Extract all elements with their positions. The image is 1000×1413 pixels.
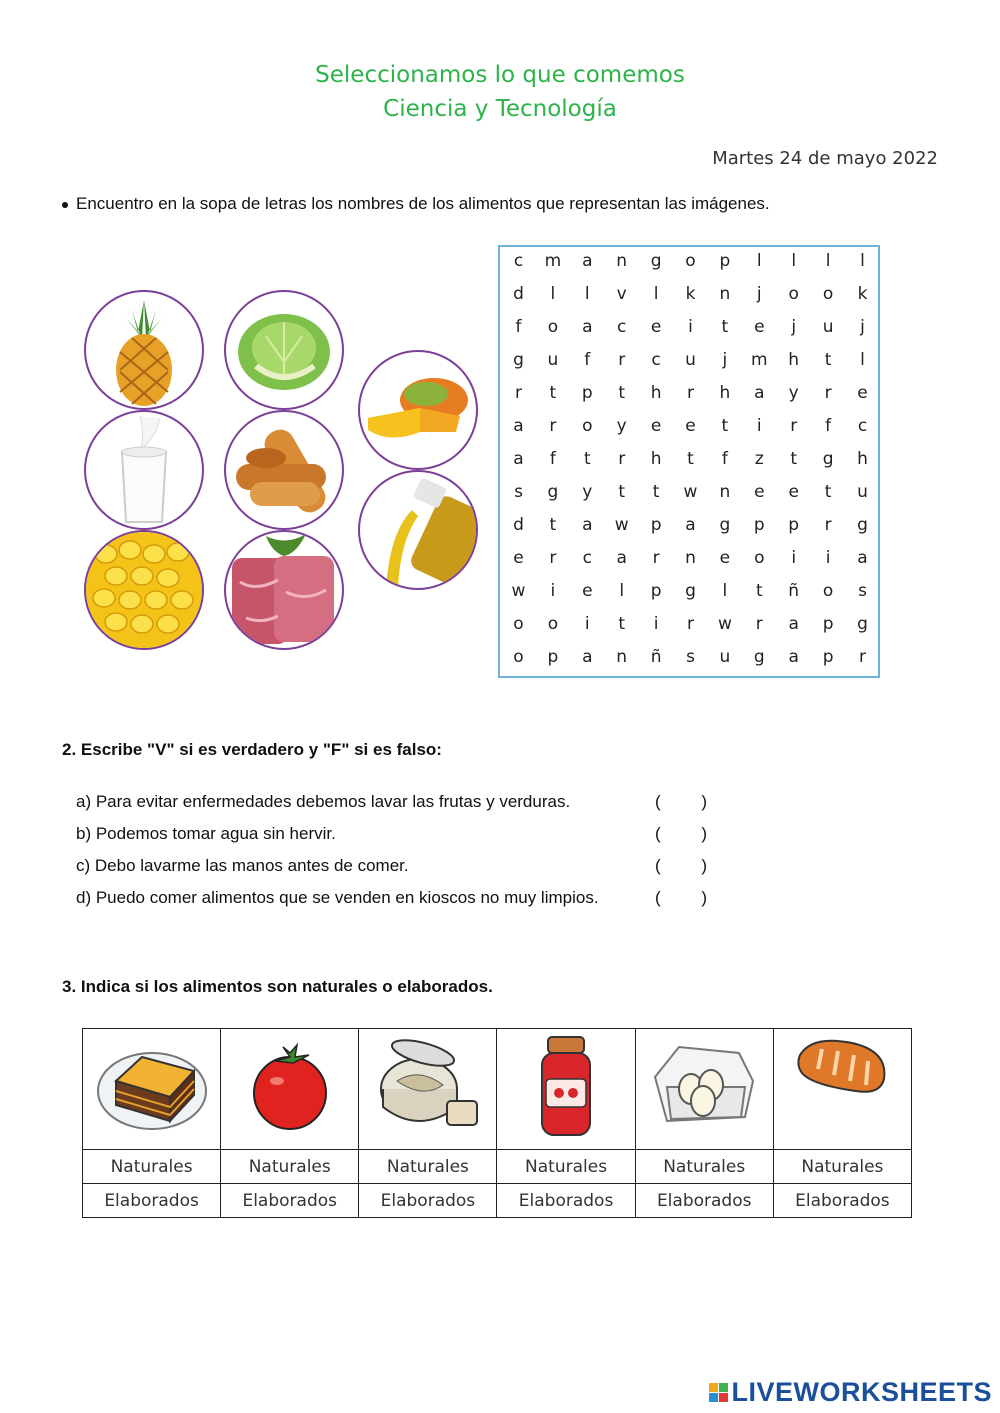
word-search-letter[interactable]: a (788, 647, 799, 667)
answer-box[interactable] (655, 824, 707, 844)
word-search-letter[interactable]: u (685, 350, 696, 370)
word-search-letter[interactable]: i (550, 581, 556, 601)
word-search-letter[interactable]: p (547, 647, 559, 667)
word-search-letter[interactable]: o (582, 416, 593, 436)
word-search-letter[interactable]: o (788, 284, 799, 304)
word-search-letter[interactable]: e (754, 317, 765, 337)
word-search-letter[interactable]: r (790, 416, 798, 436)
word-search-letter[interactable]: j (756, 284, 762, 304)
logo-text: LIVEWORKSHEETS (731, 1377, 992, 1407)
word-search-letter[interactable]: a (685, 515, 696, 535)
word-search-row (500, 515, 878, 548)
word-search-letter[interactable]: y (616, 416, 627, 436)
word-search-letter[interactable]: w (614, 515, 629, 535)
word-search-letter[interactable]: t (549, 383, 557, 403)
word-search-letter[interactable]: m (751, 350, 768, 370)
word-search-letter[interactable]: r (549, 548, 557, 568)
word-search-letter[interactable]: y (582, 482, 593, 502)
canned-tuna-icon (373, 1037, 483, 1137)
page-subtitle: Ciencia y Tecnología (383, 96, 617, 122)
bullet-icon (62, 202, 68, 208)
word-search-letter[interactable]: n (616, 251, 628, 271)
word-search-letter[interactable]: g (685, 581, 696, 601)
word-search-letter[interactable]: w (683, 482, 698, 502)
word-search-letter[interactable]: g (857, 515, 868, 535)
word-search-letter[interactable]: c (857, 416, 868, 436)
statement-text: a) Para evitar enfermedades debemos lavar las frutas y verduras. (76, 792, 571, 811)
word-search-letter[interactable]: p (753, 515, 765, 535)
word-search-letter[interactable]: g (822, 449, 834, 469)
natural-option[interactable]: Naturales (221, 1150, 359, 1184)
word-search-letter[interactable]: a (582, 647, 593, 667)
word-search-letter[interactable]: i (791, 548, 797, 568)
word-search-letter[interactable]: w (511, 581, 526, 601)
word-search-letter[interactable]: r (618, 449, 626, 469)
word-search-letter[interactable]: i (825, 548, 831, 568)
food-image-row (83, 1029, 912, 1150)
word-search-letter[interactable]: e (685, 416, 696, 436)
word-search-letter[interactable]: l (825, 251, 831, 271)
word-search-letter[interactable]: r (687, 383, 694, 403)
word-search-letter[interactable]: l (584, 284, 590, 304)
word-search-letter[interactable]: n (719, 482, 731, 502)
word-search-letter[interactable]: h (788, 350, 800, 370)
word-search-letter[interactable]: o (513, 647, 524, 667)
logo-mark-icon (709, 1383, 728, 1402)
food-cell-5 (635, 1029, 773, 1150)
word-search-letter[interactable]: r (687, 614, 694, 634)
word-search-letter[interactable]: p (719, 251, 731, 271)
word-search-row (500, 317, 878, 350)
food-cell-6 (773, 1029, 911, 1150)
word-search-letter[interactable]: o (754, 548, 765, 568)
word-search-row (500, 284, 878, 317)
word-search-letter[interactable]: t (618, 482, 626, 502)
natural-option[interactable]: Naturales (83, 1150, 221, 1184)
answer-box[interactable] (655, 888, 707, 908)
word-search-letter[interactable]: s (686, 647, 695, 667)
word-search-letter[interactable]: i (688, 317, 693, 337)
meat-icon (224, 530, 344, 650)
word-search-letter[interactable]: c (651, 350, 661, 370)
tomato-icon (245, 1039, 335, 1135)
word-search-letter[interactable]: t (755, 581, 763, 601)
word-search-letter[interactable]: e (650, 317, 662, 337)
word-search-row (500, 614, 878, 647)
word-search-letter[interactable]: l (860, 350, 865, 370)
word-search-row (500, 482, 878, 515)
close-paren: ) (701, 888, 707, 907)
word-search-letter[interactable]: w (717, 614, 732, 634)
word-search-row (500, 416, 878, 449)
close-paren: ) (701, 792, 707, 811)
pineapple-icon (84, 290, 204, 410)
word-search-letter[interactable]: l (722, 581, 728, 601)
word-search-letter[interactable]: u (857, 482, 868, 502)
word-search-letter[interactable]: o (685, 251, 696, 271)
word-search-letter[interactable]: ñ (650, 647, 662, 667)
food-cell-3 (359, 1029, 497, 1150)
word-search-letter[interactable]: l (756, 251, 762, 271)
word-search-letter[interactable]: g (650, 251, 662, 271)
word-search-letter[interactable]: j (722, 350, 728, 370)
lasagna-icon (96, 1041, 208, 1133)
word-search-letter[interactable]: t (824, 482, 832, 502)
word-search-letter[interactable]: e (582, 581, 593, 601)
close-paren: ) (701, 824, 707, 843)
natural-option[interactable]: Naturales (497, 1150, 635, 1184)
word-search-letter[interactable]: o (822, 581, 834, 601)
lettuce-icon (224, 290, 344, 410)
word-search-letter[interactable]: t (824, 350, 832, 370)
word-search-letter[interactable]: a (513, 416, 524, 436)
open-paren: ( (655, 792, 661, 811)
word-search-letter[interactable]: t (583, 449, 591, 469)
word-search-letter[interactable]: a (582, 515, 593, 535)
word-search-letter[interactable]: g (753, 647, 765, 667)
word-search-letter[interactable]: t (549, 515, 557, 535)
word-search-letter[interactable]: u (822, 317, 834, 337)
word-search-letter[interactable]: l (860, 251, 865, 271)
eggs-carton-icon (649, 1037, 759, 1137)
word-search-letter[interactable]: c (617, 317, 627, 337)
section3-heading: 3. Indica si los alimentos son naturales o elaborados. (62, 977, 493, 996)
word-search-letter[interactable]: p (650, 581, 662, 601)
word-search-letter[interactable]: g (547, 482, 559, 502)
word-search-letter[interactable]: f (721, 449, 728, 469)
word-search-letter[interactable]: d (513, 515, 524, 535)
word-search-letter[interactable]: r (824, 515, 832, 535)
open-paren: ( (655, 824, 661, 843)
word-search-letter[interactable]: a (616, 548, 627, 568)
word-search-letter[interactable]: f (825, 416, 832, 436)
word-search-letter[interactable]: u (719, 647, 731, 667)
mango-icon (358, 350, 478, 470)
word-search-letter[interactable]: i (756, 416, 762, 436)
word-search-letter[interactable]: p (581, 383, 593, 403)
word-search-letter[interactable]: h (719, 383, 731, 403)
word-search-letter[interactable]: z (754, 449, 764, 469)
word-search-letter[interactable]: k (857, 284, 868, 304)
word-search-letter[interactable]: t (618, 614, 626, 634)
word-search-row (500, 449, 878, 482)
word-search-letter[interactable]: t (721, 416, 729, 436)
word-search-row (500, 350, 878, 383)
word-search-letter[interactable]: e (513, 548, 524, 568)
word-search-letter[interactable]: j (791, 317, 797, 337)
date-label: Martes 24 de mayo 2022 (712, 148, 938, 169)
open-paren: ( (655, 888, 661, 907)
word-search-letter[interactable]: p (650, 515, 662, 535)
natural-option[interactable]: Naturales (635, 1150, 773, 1184)
open-paren: ( (655, 856, 661, 875)
processed-option[interactable]: Elaborados (773, 1184, 911, 1218)
word-search-letter[interactable]: h (650, 383, 662, 403)
food-cell-4 (497, 1029, 635, 1150)
word-search-letter[interactable]: a (582, 317, 593, 337)
instruction-text: Encuentro en la sopa de letras los nombres de los alimentos que representan las imágenes. (76, 194, 770, 213)
word-search-letter[interactable]: o (513, 614, 524, 634)
oil-icon (358, 470, 478, 590)
word-search-letter[interactable]: d (513, 284, 524, 304)
word-search-letter[interactable]: v (616, 284, 627, 304)
bread-loaf-icon (792, 1033, 892, 1103)
word-search-letter[interactable]: l (791, 251, 797, 271)
word-search-letter[interactable]: o (547, 317, 559, 337)
processed-option[interactable]: Elaborados (635, 1184, 773, 1218)
processed-option[interactable]: Elaborados (497, 1184, 635, 1218)
word-search-letter[interactable]: g (513, 350, 524, 370)
word-search-letter[interactable]: h (857, 449, 868, 469)
statement-text: b) Podemos tomar agua sin hervir. (76, 824, 336, 843)
word-search-letter[interactable]: e (650, 416, 662, 436)
word-search-letter[interactable]: g (857, 614, 868, 634)
word-search-letter[interactable]: s (514, 482, 523, 502)
word-search-letter[interactable]: e (788, 482, 799, 502)
word-search-letter[interactable]: p (822, 647, 834, 667)
word-search-letter[interactable]: e (857, 383, 868, 403)
word-search-letter[interactable]: l (653, 284, 659, 304)
word-search-letter[interactable]: t (721, 317, 729, 337)
word-search-letter[interactable]: u (547, 350, 559, 370)
word-search-letter[interactable]: f (515, 317, 522, 337)
word-search-letter[interactable]: o (822, 284, 834, 304)
word-search-letter[interactable]: r (755, 614, 763, 634)
word-search-letter[interactable]: e (719, 548, 731, 568)
word-search-letter[interactable]: r (652, 548, 660, 568)
instruction-1 (62, 194, 770, 214)
word-search-letter[interactable]: f (549, 449, 556, 469)
word-search-letter[interactable]: i (584, 614, 590, 634)
word-search-letter[interactable]: a (513, 449, 524, 469)
word-search-letter[interactable]: n (685, 548, 696, 568)
natural-row (83, 1150, 912, 1184)
word-search-letter[interactable]: p (822, 614, 834, 634)
corn-icon (84, 530, 204, 650)
word-search-letter[interactable]: g (719, 515, 731, 535)
close-paren: ) (701, 856, 707, 875)
answer-box[interactable] (655, 792, 707, 812)
word-search-letter[interactable]: l (619, 581, 625, 601)
word-search-letter[interactable]: f (584, 350, 591, 370)
word-search-row (500, 647, 878, 680)
word-search-letter[interactable]: k (685, 284, 696, 304)
word-search-letter[interactable]: a (788, 614, 799, 634)
word-search-letter[interactable]: a (857, 548, 868, 568)
word-search-letter[interactable]: r (859, 647, 866, 667)
word-search-letter[interactable]: s (858, 581, 867, 601)
word-search-letter[interactable]: r (549, 416, 557, 436)
answer-box[interactable] (655, 856, 707, 876)
natural-option[interactable]: Naturales (359, 1150, 497, 1184)
milk-icon (84, 410, 204, 530)
word-search-letter[interactable]: t (790, 449, 798, 469)
word-search-grid (498, 245, 880, 678)
word-search-letter[interactable]: n (719, 284, 731, 304)
word-search-letter[interactable]: r (824, 383, 832, 403)
statement-text: d) Puedo comer alimentos que se venden en kioscos no muy limpios. (76, 888, 599, 907)
word-search-row (500, 548, 878, 581)
word-search-letter[interactable]: c (582, 548, 592, 568)
word-search-letter[interactable]: i (653, 614, 659, 634)
word-search-letter[interactable]: p (788, 515, 800, 535)
page-title: Seleccionamos lo que comemos (315, 62, 685, 88)
processed-option[interactable]: Elaborados (221, 1184, 359, 1218)
processed-option[interactable]: Elaborados (83, 1184, 221, 1218)
processed-row (83, 1184, 912, 1218)
word-search-letter[interactable]: o (547, 614, 559, 634)
word-search-letter[interactable]: r (618, 350, 626, 370)
word-search-letter[interactable]: h (650, 449, 662, 469)
food-classification-table (82, 1028, 912, 1218)
food-cell-1 (83, 1029, 221, 1150)
word-search-letter[interactable]: c (513, 251, 524, 271)
word-search-letter[interactable]: n (616, 647, 628, 667)
section2-heading: 2. Escribe "V" si es verdadero y "F" si es falso: (62, 740, 442, 759)
natural-option[interactable]: Naturales (773, 1150, 911, 1184)
word-search-letter[interactable]: a (582, 251, 593, 271)
word-search-letter[interactable]: l (550, 284, 556, 304)
processed-option[interactable]: Elaborados (359, 1184, 497, 1218)
liveworksheets-logo (709, 1377, 992, 1408)
word-search-letter[interactable]: a (754, 383, 765, 403)
jam-jar-icon (536, 1035, 596, 1139)
word-search-row (500, 581, 878, 614)
bread-icon (224, 410, 344, 530)
food-cell-2 (221, 1029, 359, 1150)
word-search-letter[interactable]: t (618, 383, 626, 403)
word-search-letter[interactable]: ñ (788, 581, 800, 601)
word-search-letter[interactable]: e (754, 482, 765, 502)
word-search-letter[interactable]: t (687, 449, 694, 469)
word-search-letter[interactable]: r (515, 383, 522, 403)
word-search-letter[interactable]: m (544, 251, 562, 271)
word-search-row (500, 251, 878, 284)
word-search-letter[interactable]: y (788, 383, 799, 403)
statement-text: c) Debo lavarme las manos antes de comer. (76, 856, 409, 875)
word-search-letter[interactable]: j (860, 317, 865, 337)
word-search-letter[interactable]: t (652, 482, 660, 502)
word-search-row (500, 383, 878, 416)
